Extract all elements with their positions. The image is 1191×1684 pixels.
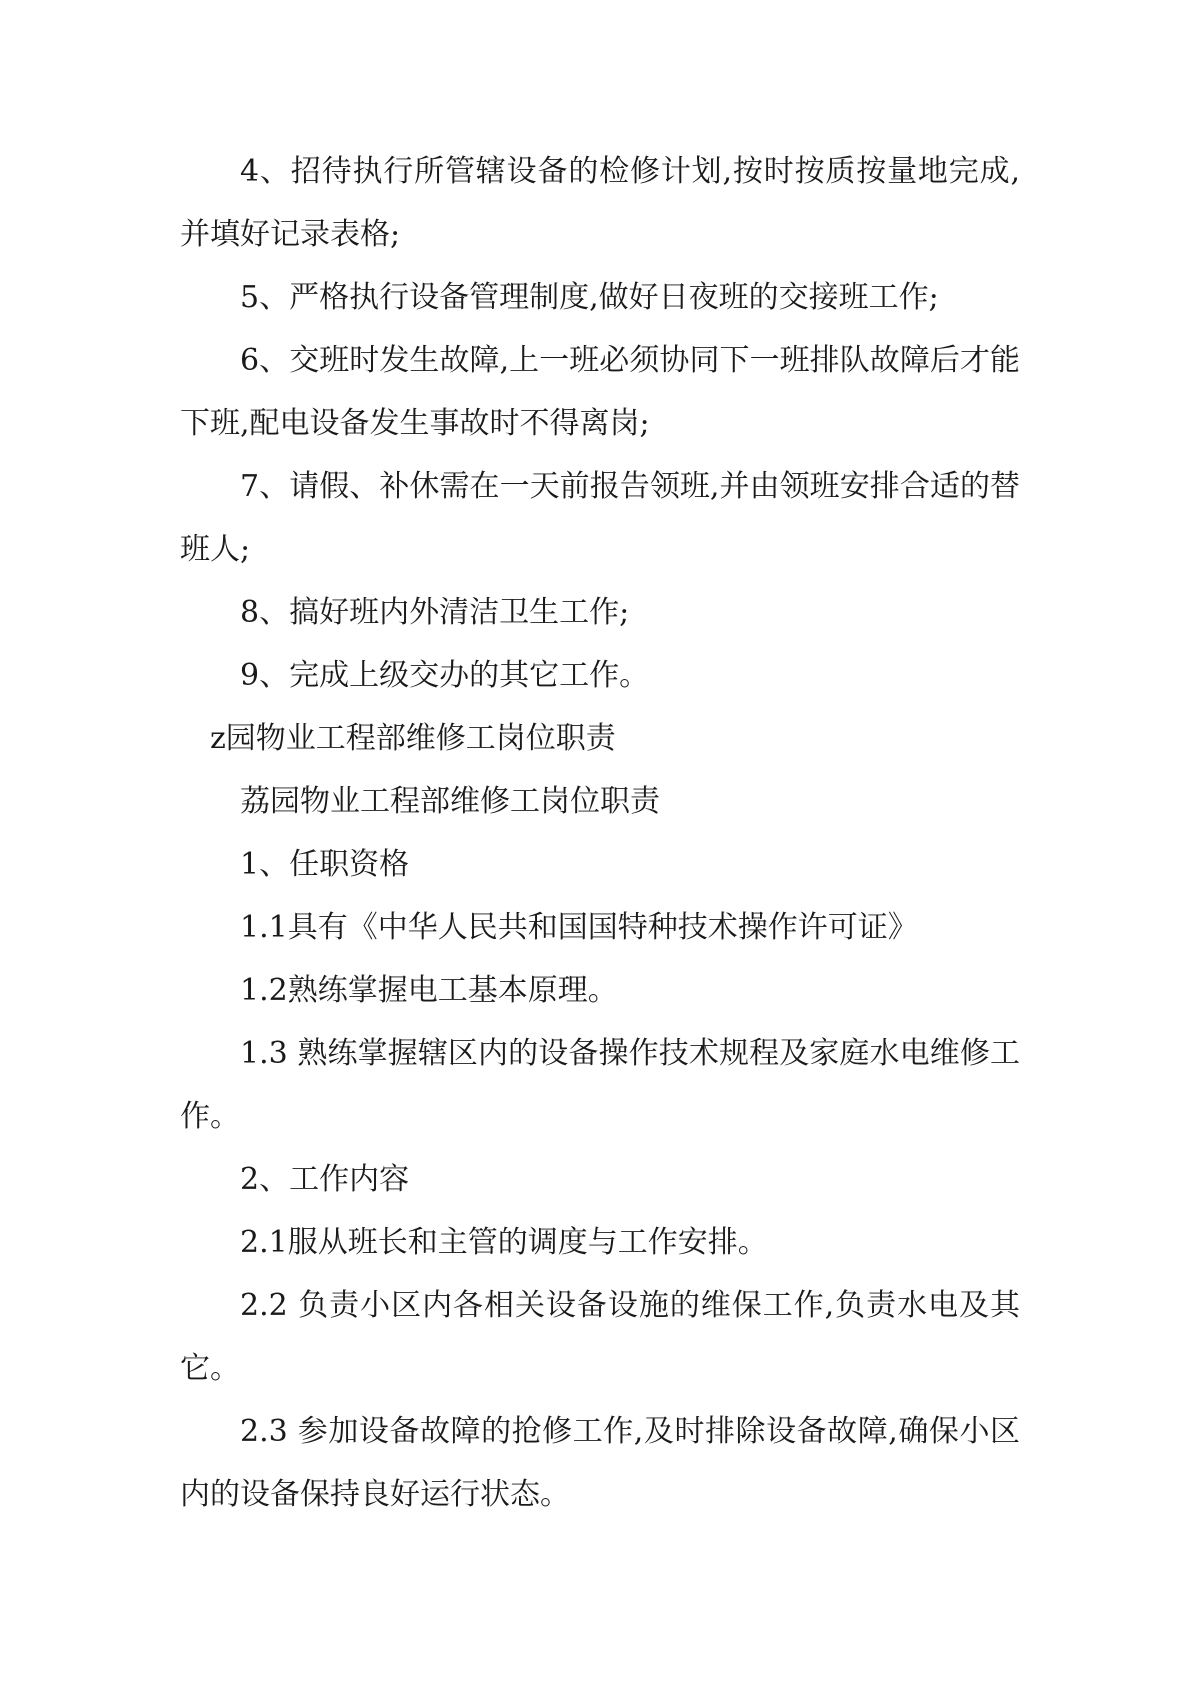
paragraph-item-7: 7、请假、补休需在一天前报告领班,并由领班安排合适的替班人; [180, 469, 1020, 567]
subsection-work-content: 2、工作内容 [240, 1162, 410, 1197]
paragraph-item-8: 8、搞好班内外清洁卫生工作; [240, 595, 630, 630]
subsection-qualifications: 1、任职资格 [240, 847, 410, 882]
section-heading-garbled: z园物业工程部维修工岗位职责 [210, 721, 616, 756]
paragraph-item-1-2: 1.2熟练掌握电工基本原理。 [240, 973, 618, 1008]
paragraph-item-4: 4、招待执行所管辖设备的检修计划,按时按质按量地完成,并填好记录表格; [180, 154, 1020, 252]
paragraph-item-6: 6、交班时发生故障,上一班必须协同下一班排队故障后才能下班,配电设备发生事故时不得离岗; [180, 343, 1020, 441]
paragraph-item-1-3: 1.3 熟练掌握辖区内的设备操作技术规程及家庭水电维修工作。 [180, 1036, 1020, 1134]
paragraph-item-9: 9、完成上级交办的其它工作。 [240, 658, 650, 693]
document-body [180, 140, 1020, 1526]
paragraph-item-2-2: 2.2 负责小区内各相关设备设施的维保工作,负责水电及其它。 [180, 1288, 1020, 1386]
paragraph-item-5: 5、严格执行设备管理制度,做好日夜班的交接班工作; [240, 280, 939, 315]
paragraph-item-2-3: 2.3 参加设备故障的抢修工作,及时排除设备故障,确保小区内的设备保持良好运行状态。 [180, 1414, 1020, 1512]
paragraph-item-2-1: 2.1服从班长和主管的调度与工作安排。 [240, 1225, 768, 1260]
section-heading: 荔园物业工程部维修工岗位职责 [240, 784, 660, 819]
paragraph-item-1-1: 1.1具有《中华人民共和国国特种技术操作许可证》 [240, 910, 918, 945]
